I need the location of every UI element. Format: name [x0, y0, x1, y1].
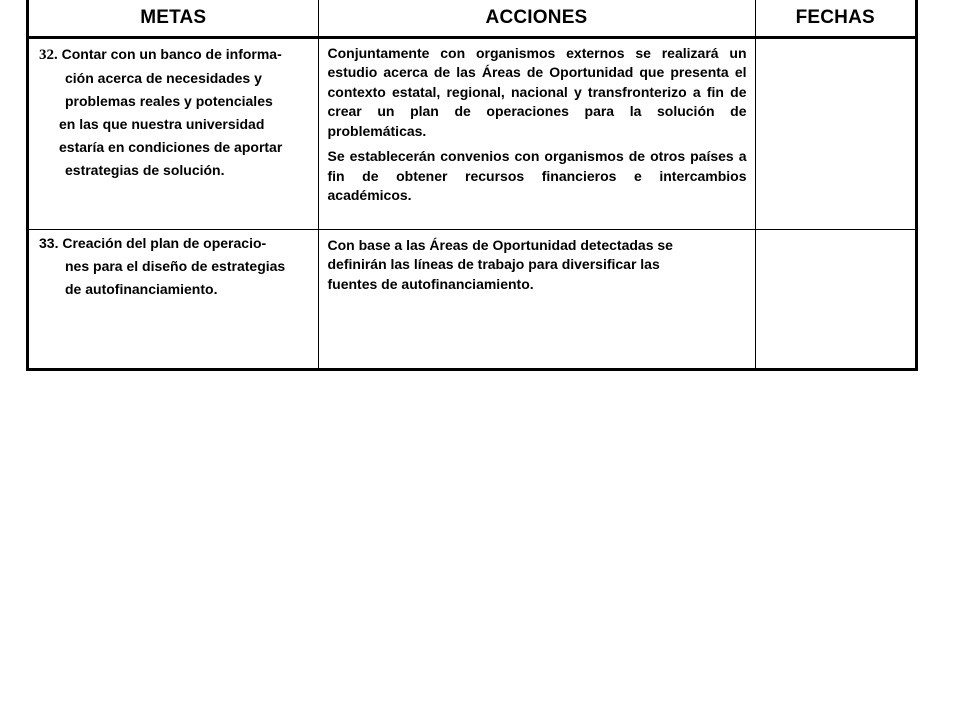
meta-line: Contar con un banco de informa-: [61, 45, 282, 62]
meta-cell: [29, 229, 318, 368]
header-fechas: FECHAS: [755, 0, 915, 37]
acciones-cell: [318, 37, 755, 229]
fechas-cell: [755, 37, 915, 229]
header-metas: METAS: [29, 0, 318, 37]
meta-line: problemas reales y potenciales: [65, 92, 273, 109]
acciones-paragraph: Conjuntamente con organismos externos se realizará un estudio acerca de las Áreas de Oportunidad que presenta el contexto estatal, regional, nacional y transfronterizo a fin de crear un plan de operaciones para la solución de problemáticas.: [327, 44, 747, 139]
meta-cell: [29, 37, 318, 229]
table-header-row: [29, 0, 915, 37]
meta-33-text: [29, 230, 318, 301]
meta-line: nes para el diseño de estrategias: [65, 257, 286, 274]
meta-line: de autofinanciamiento.: [65, 280, 218, 297]
meta-line: 33. Creación del plan de operacio-: [39, 234, 267, 251]
header-acciones: ACCIONES: [318, 0, 755, 37]
acciones-paragraph: Se establecerán convenios con organismos de otros países a fin de obtener recursos financieros e intercambios académicos.: [327, 148, 747, 203]
meta-line: en las que nuestra universidad: [59, 115, 265, 132]
acciones-line: definirán las líneas de trabajo para diversificar las: [327, 256, 660, 272]
goals-table-container: [26, 0, 918, 371]
goals-table: [29, 0, 915, 368]
meta-line: estaría en condiciones de aportar: [59, 138, 283, 155]
fechas-cell: [755, 229, 915, 368]
acciones-cell: [318, 229, 755, 368]
meta-number: 32.: [39, 46, 58, 63]
acciones-line: Con base a las Áreas de Oportunidad detectadas se: [327, 236, 673, 253]
acciones-33-text: [319, 230, 755, 295]
table-row: [29, 229, 915, 368]
meta-line: estrategias de solución.: [65, 161, 225, 178]
acciones-line: fuentes de autofinanciamiento.: [327, 275, 534, 292]
table-row: [29, 37, 915, 229]
meta-32-text: [29, 39, 318, 182]
acciones-32-text: [319, 39, 755, 206]
meta-line: ción acerca de necesidades y: [65, 69, 262, 86]
